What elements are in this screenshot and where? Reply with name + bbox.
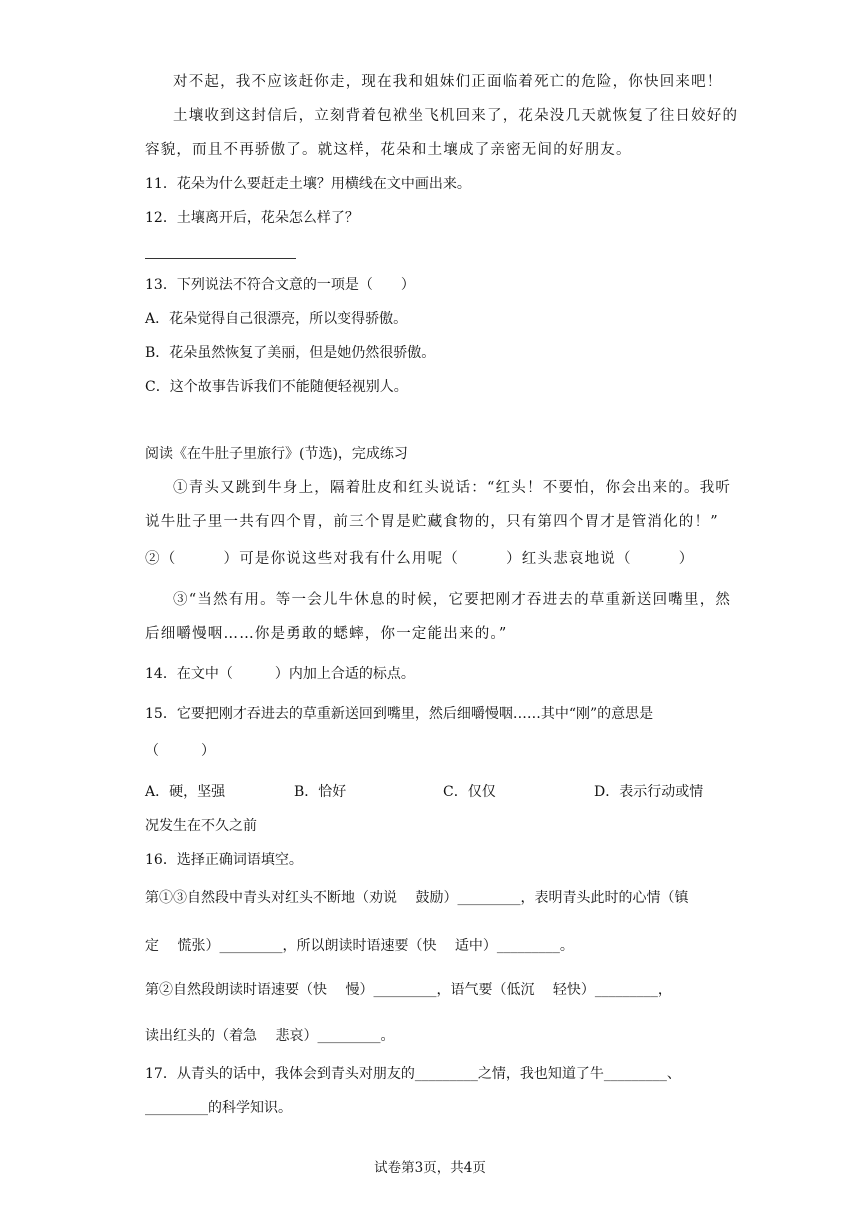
passage2-p3-line-2: 后细嚼慢咽……你是勇敢的蟋蟀，你一定能出来的。” (145, 626, 508, 642)
question-16-stem: 16．选择正确词语填空。 (145, 852, 303, 868)
question-13-stem: 13．下列说法不符合文意的一项是（ ） (145, 277, 415, 293)
page-footer: 试卷第3页，共4页 (374, 1160, 486, 1176)
passage2-p3-line-1: ③“当然有用。等一会儿牛休息的时候，它要把刚才吞进去的草重新送回嘴里，然 (173, 592, 732, 608)
question-15-option-c: C．仅仅 (443, 784, 496, 800)
question-16-line-3: 第②自然段朗读时语速要（快 慢）_________，语气要（低沉 轻快）_________， (145, 982, 672, 998)
question-17-line-2: _________的科学知识。 (145, 1100, 292, 1116)
question-15-option-d: D．表示行动或情 (594, 784, 704, 800)
question-16-line-1: 第①③自然段中青头对红头不断地（劝说 鼓励）_________，表明青头此时的心情（镇 (145, 890, 689, 906)
reading-2-title: 阅读《在牛肚子里旅行》(节选)，完成练习 (145, 446, 408, 462)
passage1-para-line-2: 容貌，而且不再骄傲了。就这样，花朵和土壤成了亲密无间的好朋友。 (145, 142, 632, 158)
passage1-letter-line: 对不起，我不应该赶你走，现在我和姐妹们正面临着死亡的危险，你快回来吧！ (173, 74, 723, 90)
question-14: 14．在文中（ ）内加上合适的标点。 (145, 666, 415, 682)
question-13-option-a: A．花朵觉得自己很漂亮，所以变得骄傲。 (145, 311, 408, 327)
question-15-option-b: B．恰好 (294, 784, 347, 800)
answer-line-q12 (145, 258, 296, 259)
passage2-p1-line-1: ①青头又跳到牛身上，隔着肚皮和红头说话：“红头！不要怕，你会出来的。我听 (173, 480, 732, 496)
question-16-line-2: 定 慌张）_________，所以朗读时语速要（快 适中）_________。 (145, 938, 574, 954)
question-15-option-d-cont: 况发生在不久之前 (145, 818, 257, 834)
question-17-line-1: 17．从青头的话中，我体会到青头对朋友的_________之情，我也知道了牛_________、 (145, 1066, 681, 1082)
question-15-option-a: A．硬，坚强 (145, 784, 226, 800)
question-16-line-4: 读出红头的（着急 悲哀）_________。 (145, 1028, 395, 1044)
passage2-p1-line-2: 说牛肚子里一共有四个胃，前三个胃是贮藏食物的，只有第四个胃才是管消化的！” (145, 514, 719, 530)
question-11: 11．花朵为什么要赶走土壤？用横线在文中画出来。 (145, 176, 471, 192)
question-15-stem: 15．它要把刚才吞进去的草重新送回到嘴里，然后细嚼慢咽……其中“刚”的意思是 (145, 706, 654, 722)
question-15-paren: （ ） (145, 743, 215, 759)
question-13-option-b: B．花朵虽然恢复了美丽，但是她仍然很骄傲。 (145, 345, 436, 361)
question-12: 12．土壤离开后，花朵怎么样了？ (145, 210, 359, 226)
passage2-p2-line: ②（ ）可是你说这些对我有什么用呢（ ）红头悲哀地说（ ） (145, 551, 695, 567)
passage1-para-line-1: 土壤收到这封信后，立刻背着包袱坐飞机回来了，花朵没几天就恢复了往日姣好的 (173, 108, 739, 124)
question-13-option-c: C．这个故事告诉我们不能随便轻视别人。 (145, 379, 408, 395)
